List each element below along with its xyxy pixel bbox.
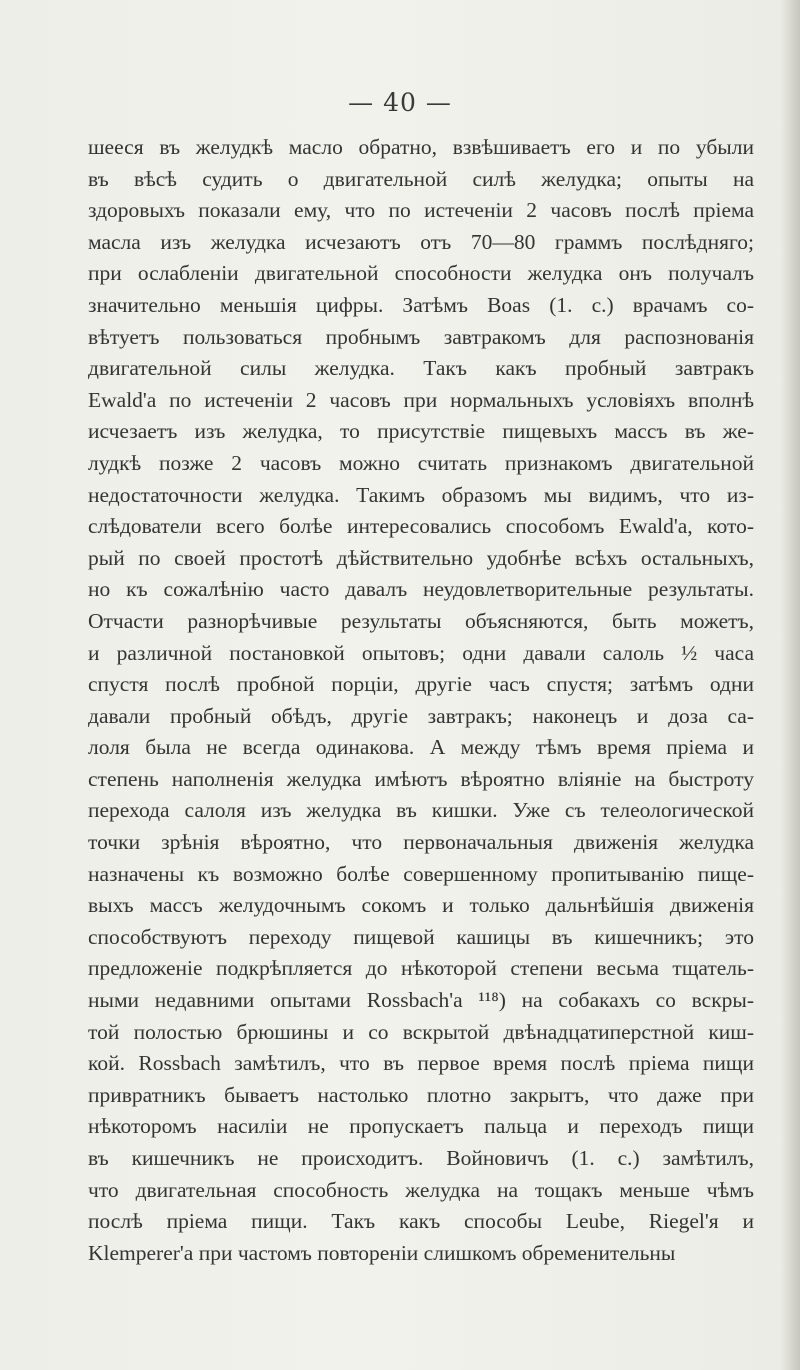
text-line: и различной постановкой опытовъ; одни давали салоль ½ часа [88,640,754,665]
text-line: послѣ пріема пищи. Такъ какъ способы Leube, Riegel'я и [88,1209,754,1234]
text-line: нѣкоторомъ насиліи не пропускаетъ пальца и переходъ пищи [88,1114,754,1139]
text-line: слѣдователи всего болѣе интересовались способомъ Ewald'a, кото- [88,514,754,539]
text-line: давали пробный обѣдъ, другіе завтракъ; наконецъ и доза са- [88,703,754,728]
text-line: здоровыхъ показали ему, что по истеченіи 2 часовъ послѣ пріема [88,198,754,223]
text-line: значительно меньшія цифры. Затѣмъ Boas (1. с.) врачамъ со- [88,292,754,317]
text-line: при ослабленіи двигательной способности желудка онъ получалъ [88,261,754,286]
text-line: двигательной силы желудка. Такъ какъ пробный завтракъ [88,356,754,381]
text-line: выхъ массъ желудочнымъ сокомъ и только дальнѣйшія движенія [88,893,754,918]
body-text [88,132,754,1269]
text-line: Klemperer'a при частомъ повтореніи слишкомъ обременительны [88,1240,676,1265]
text-line: привратникъ бываетъ настолько плотно закрытъ, что даже при [88,1082,754,1107]
page-number: — 40 — [348,88,452,117]
text-line: Ewald'a по истеченіи 2 часовъ при нормальныхъ условіяхъ вполнѣ [88,387,754,412]
text-line: кой. Rossbach замѣтилъ, что въ первое время послѣ пріема пищи [88,1051,754,1076]
text-line: шееся въ желудкѣ масло обратно, взвѣшиваетъ его и по убыли [88,135,754,159]
text-line: степень наполненія желудка имѣютъ вѣроятно вліяніе на быстроту [88,766,754,791]
text-line: точки зрѣнія вѣроятно, что первоначальныя движенія желудка [88,830,754,855]
text-line: масла изъ желудка исчезаютъ отъ 70—80 граммъ послѣдняго; [88,229,754,254]
text-line: лоля была не всегда одинакова. А между тѣмъ время пріема и [88,735,754,760]
text-line: что двигательная способность желудка на тощакъ меньше чѣмъ [88,1177,754,1202]
text-line: въ кишечникъ не происходитъ. Войновичъ (1. с.) замѣтилъ, [88,1146,754,1170]
text-line: Отчасти разнорѣчивые результаты объясняются, быть можетъ, [88,608,754,633]
text-line: недостаточности желудка. Такимъ образомъ мы видимъ, что из- [88,482,754,507]
text-line: исчезаетъ изъ желудка, то присутствіе пищевыхъ массъ въ же- [88,419,754,444]
text-line: спустя послѣ пробной порціи, другіе часъ спустя; затѣмъ одни [88,672,754,697]
text-line: способствуютъ переходу пищевой кашицы въ кишечникъ; это [88,924,754,949]
text-line: предложеніе подкрѣпляется до нѣкоторой степени весьма тщатель- [88,956,754,981]
page-edge-shadow [780,0,800,1370]
text-line: назначены къ возможно болѣе совершенному пропитыванію пище- [88,861,754,886]
text-line: вѣтуетъ пользоваться пробнымъ завтракомъ для распознованія [88,324,754,349]
text-line: ными недавними опытами Rossbach'a ¹¹⁸) на собакахъ со вскры- [88,988,754,1013]
text-line: перехода салоля изъ желудка въ кишки. Уже съ телеологической [88,798,754,823]
text-line: той полостью брюшины и со вскрытой двѣнадцатиперстной киш- [88,1019,754,1044]
text-line: рый по своей простотѣ дѣйствительно удобнѣе всѣхъ остальныхъ, [88,545,754,570]
text-line: лудкѣ позже 2 часовъ можно считать признакомъ двигательной [88,450,754,475]
text-line: но къ сожалѣнію часто давалъ неудовлетворительные результаты. [88,577,754,602]
text-line: въ вѣсѣ судить о двигательной силѣ желудка; опыты на [88,166,754,191]
